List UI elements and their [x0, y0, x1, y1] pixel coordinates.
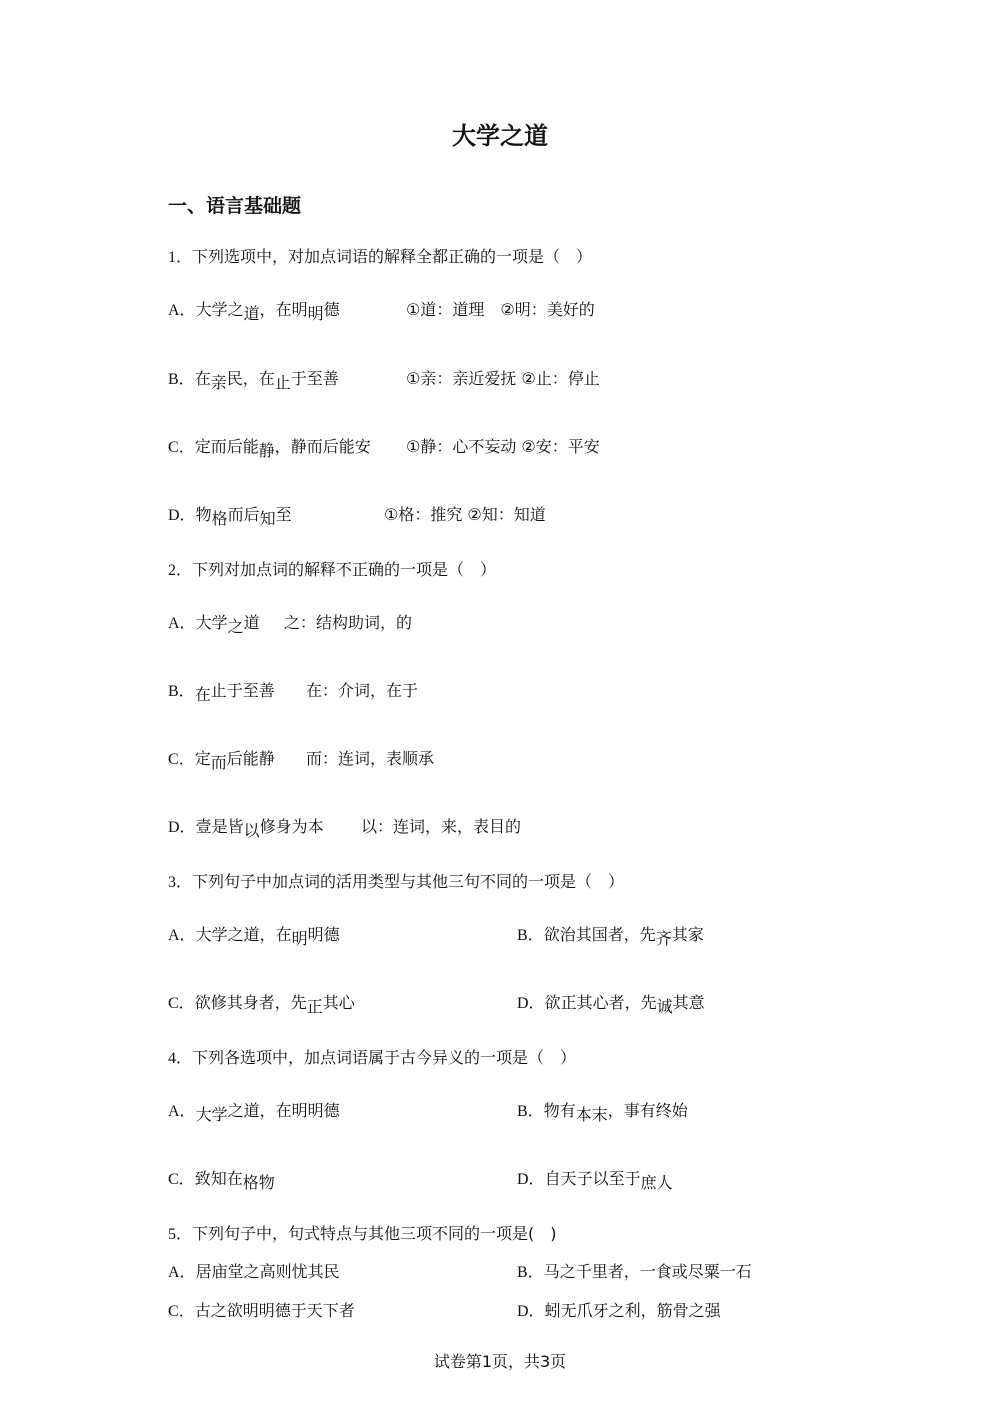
q3-option-d: D．欲正其心者，先诚其意 [517, 993, 705, 1016]
q2-option-c: C．定而后能静 [168, 749, 275, 772]
q1-option-b-gloss: ①亲：亲近爱抚 ②止：停止 [406, 369, 600, 388]
question-4-stem: 4．下列各选项中，加点词语属于古今异义的一项是（ ） [168, 1048, 577, 1067]
q1-option-b: B．在亲民，在止于至善 [168, 369, 339, 392]
q5-option-a: A．居庙堂之高则忧其民 [168, 1262, 340, 1281]
q1-option-c-gloss: ①静：心不妄动 ②安：平安 [406, 437, 600, 456]
q5-option-b: B．马之千里者，一食或尽粟一石 [517, 1262, 752, 1281]
q2-option-d-gloss: 以：连词，来，表目的 [361, 817, 522, 836]
q1-option-a-gloss: ①道：道理 ②明：美好的 [406, 300, 595, 319]
q1-option-a: A．大学之道，在明明德 [168, 300, 340, 323]
q2-option-a-gloss: 之：结构助词，的 [284, 613, 413, 632]
section-heading: 一、语言基础题 [168, 195, 302, 217]
q3-option-b: B．欲治其国者，先齐其家 [517, 925, 704, 948]
q4-option-a: A．大学之道，在明明德 [168, 1101, 340, 1124]
q2-option-b: B．在止于至善 [168, 681, 275, 704]
q4-option-d: D．自天子以至于庶人 [517, 1169, 673, 1192]
q5-option-c: C．古之欲明明德于天下者 [168, 1301, 355, 1320]
question-1-stem: 1．下列选项中，对加点词语的解释全都正确的一项是（ ） [168, 247, 593, 266]
q1-option-d-gloss: ①格：推究 ②知：知道 [384, 505, 546, 524]
q4-option-c: C．致知在格物 [168, 1169, 275, 1192]
q2-option-d: D．壹是皆以修身为本 [168, 817, 324, 840]
q2-option-b-gloss: 在：介词，在于 [306, 681, 419, 700]
question-5-stem: 5．下列句子中，句式特点与其他三项不同的一项是( ) [168, 1224, 557, 1243]
page-title: 大学之道 [452, 122, 548, 150]
question-2-stem: 2．下列对加点词的解释不正确的一项是（ ） [168, 560, 497, 579]
page-footer: 试卷第1页，共3页 [433, 1352, 567, 1371]
q3-option-c: C．欲修其身者，先正其心 [168, 993, 355, 1016]
q5-option-d: D．蚓无爪牙之利，筋骨之强 [517, 1301, 721, 1320]
q4-option-b: B．物有本末，事有终始 [517, 1101, 688, 1124]
q1-option-d: D．物格而后知至 [168, 505, 292, 528]
question-3-stem: 3．下列句子中加点词的活用类型与其他三句不同的一项是（ ） [168, 872, 625, 891]
q3-option-a: A．大学之道，在明明德 [168, 925, 340, 948]
q2-option-c-gloss: 而：连词，表顺承 [306, 749, 435, 768]
q1-option-c: C．定而后能静，静而后能安 [168, 437, 371, 460]
q2-option-a: A．大学之道 [168, 613, 260, 636]
